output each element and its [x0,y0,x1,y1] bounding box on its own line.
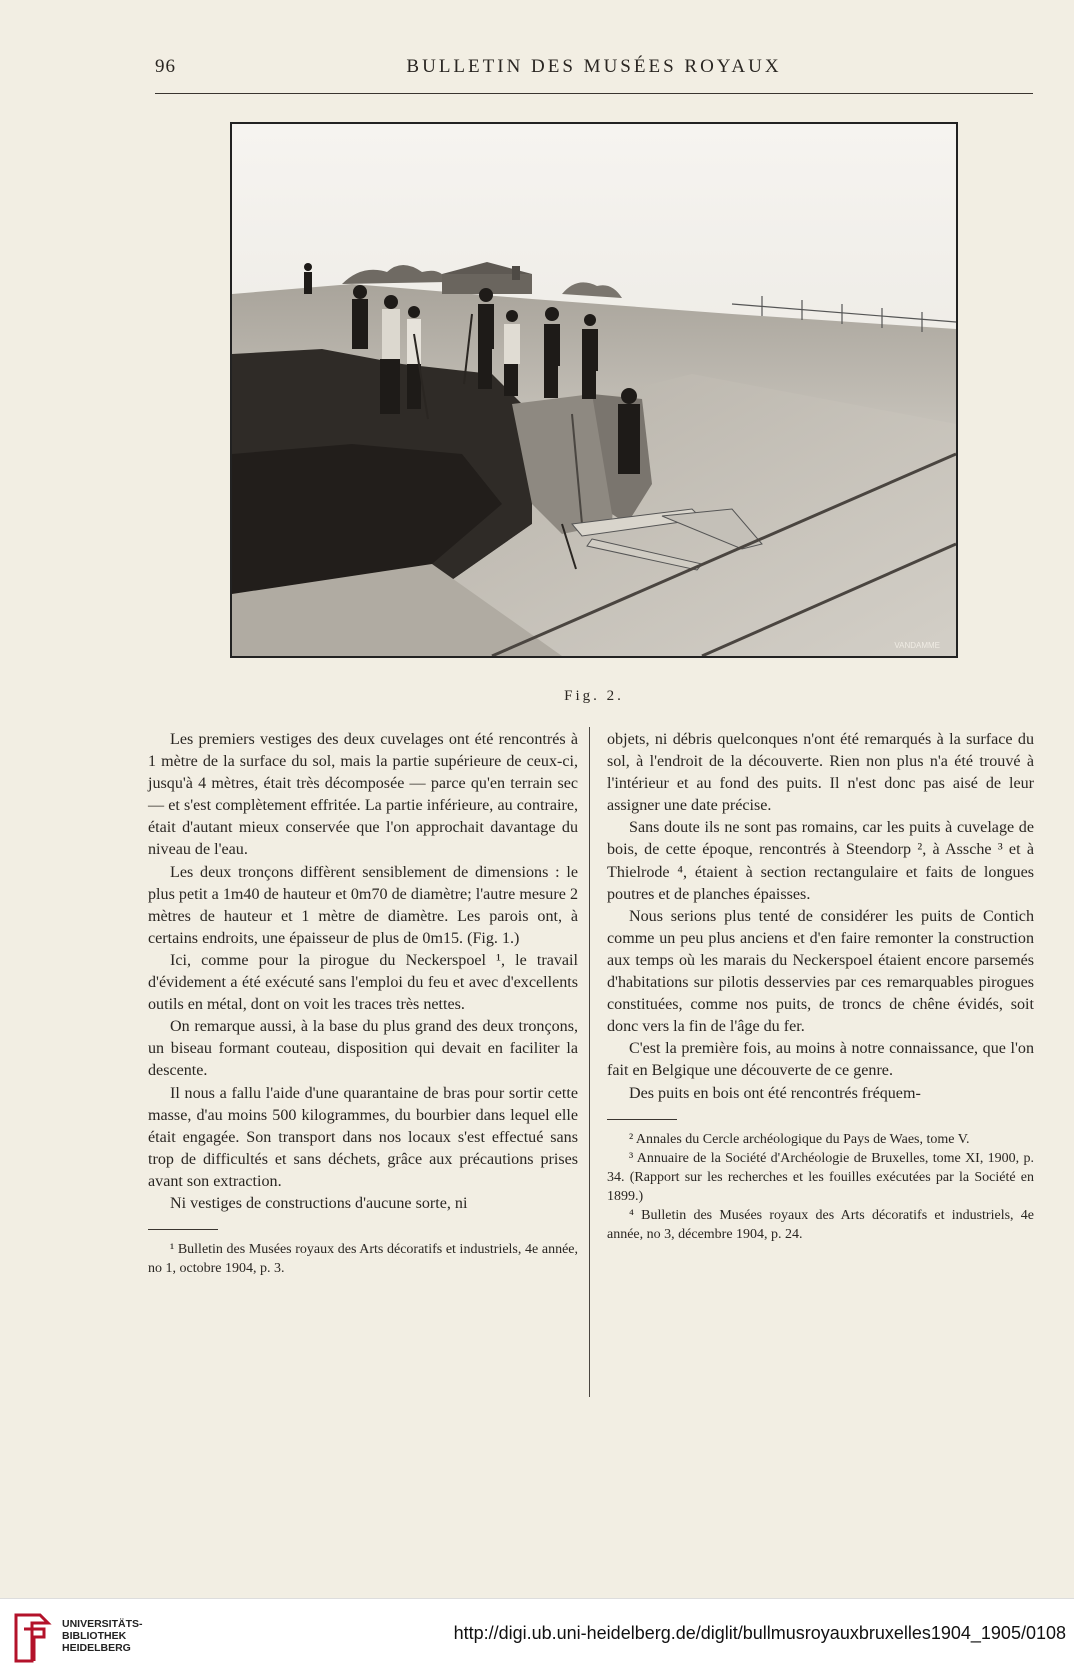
photographer-mark: VANDAMME [894,641,940,650]
paragraph: Il nous a fallu l'aide d'une quarantaine de bras pour sortir cette masse, d'au moins 500 kilogrammes, du bourbier dans lequel elle était engagée. Son transport dans nos locaux s'est effectué sans trop de difficultés et sans déchets, grâce aux précautions prises avant son extraction. [148,1084,578,1190]
page-header [155,56,1033,86]
paragraph: Les deux tronçons diffèrent sensiblement de dimensions : le plus petit a 1m40 de hauteur et 0m70 de diamètre; l'autre mesure 2 mètres de hauteur et 1 mètre de diamètre. Les parois ont, à certains endroits, une épaisseur de plus de 0m15. (Fig. 1.) [148,863,578,947]
left-column [148,729,578,1278]
paragraph: objets, ni débris quelconques n'ont été remarqués à la surface du sol, à l'endroit de la découverte. Rien non plus n'a été trouvé à l'intérieur et au fond des puits. Il n'est donc pas aisé de leur assigner une date précise. [607,731,1034,815]
excavation-photograph [230,122,958,658]
paragraph: Des puits en bois ont été rencontrés fréquem- [629,1084,921,1102]
right-column [607,729,1034,1244]
institution-name: UNIVERSITÄTS- BIBLIOTHEK HEIDELBERG [62,1618,143,1654]
header-rule [155,93,1033,94]
footnote: ³ Annuaire de la Société d'Archéologie de Bruxelles, tome XI, 1900, p. 34. (Rapport sur les recherches et les fouilles exécutées par la Société en 1899.) [607,1150,1034,1204]
running-title: BULLETIN DES MUSÉES ROYAUX [406,56,782,77]
paragraph: Sans doute ils ne sont pas romains, car les puits à cuvelage de bois, de cette époque, rencontrés à Steendorp ², à Assche ³ et à Thielrode ⁴, étaient à section rectangulaire et faits de longues poutres et de planches épaisses. [607,819,1034,903]
column-divider [589,727,590,1397]
paragraph: Ni vestiges de constructions d'aucune sorte, ni [170,1194,468,1212]
footnote: ⁴ Bulletin des Musées royaux des Arts décoratifs et industriels, 4e année, no 3, décembre 1904, p. 24. [607,1207,1034,1242]
paragraph: On remarque aussi, à la base du plus grand des deux tronçons, un biseau formant couteau, disposition qui devait en faciliter la descente. [148,1018,578,1080]
library-logo-icon [10,1609,54,1667]
paragraph: C'est la première fois, au moins à notre connaissance, que l'on fait en Belgique une découverte de ce genre. [607,1040,1034,1080]
paragraph: Ici, comme pour la pirogue du Neckerspoel ¹, le travail d'évidement a été exécuté sans l'emploi du feu et avec d'excellents outils en métal, dont on voit les traces très nettes. [148,951,578,1014]
figure-caption: Fig. 2. [564,688,624,704]
footnote-rule [607,1119,677,1120]
library-footer [0,1598,1074,1675]
paragraph: Les premiers vestiges des deux cuvelages ont été rencontrés à 1 mètre de la surface du sol, mais la partie supérieure de ceux-ci, jusqu'à 4 mètres, était très décomposée — parce qu'en terrain sec — et s'est complètement effritée. La partie inférieure, au contraire, était d'autant mieux conservée que l'on approchait davantage du niveau de l'eau. [148,731,578,859]
source-url[interactable]: http://digi.ub.uni-heidelberg.de/diglit/bullmusroyauxbruxelles1904_1905/0108 [453,1623,1066,1643]
paragraph: Nous serions plus tenté de considérer les puits de Contich comme un peu plus anciens et d'en faire remonter la construction aux temps où les marais du Neckerspoel étaient encore parsemés d'habitations sur pilotis desservies par ces remarquables pirogues constituées, comme nos puits, de troncs de chêne évidés, soit donc vers la fin de l'âge du fer. [607,907,1034,1036]
footnote: ¹ Bulletin des Musées royaux des Arts décoratifs et industriels, 4e année, no 1, octobre 1904, p. 3. [148,1242,578,1277]
page-number: 96 [155,56,176,77]
footnote-rule [148,1229,218,1230]
footnote: ² Annales du Cercle archéologique du Pays de Waes, tome V. [629,1131,970,1147]
